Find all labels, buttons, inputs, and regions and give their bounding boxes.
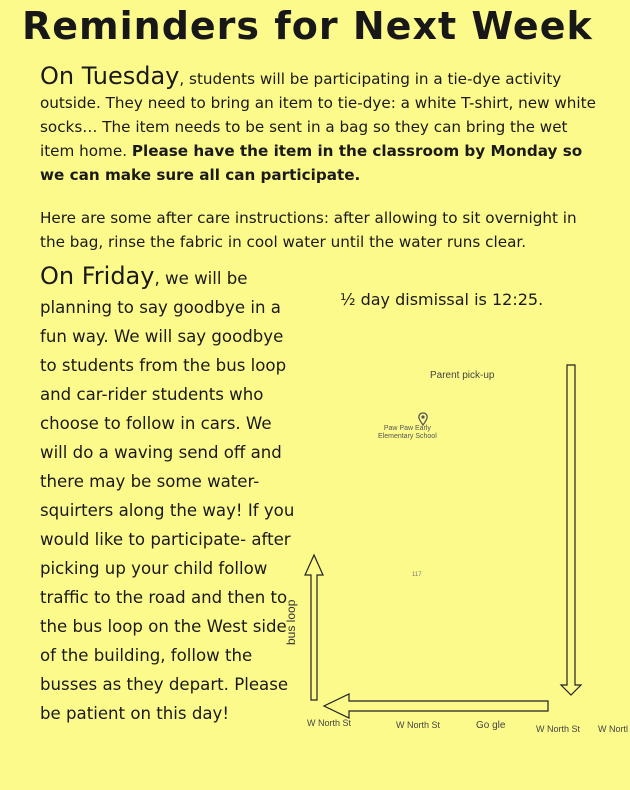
road-label: W Nortl: [598, 724, 628, 734]
tuesday-text: , students will be participating in a tie-dye activity outside. They need to bring an item to tie-dye: a white T-shirt, new white socks… The item needs to be sent in a bag so they can bring the wet item home.: [40, 70, 596, 160]
google-logo: Go gle: [476, 720, 506, 731]
school-name-line2: Elementary School: [378, 433, 437, 440]
friday-text: , we will be planning to say goodbye in a fun way. We will say goodbye to students from the bus loop and car-rider students who choose to follow in cars. We will do a waving send off and there may be some water-squirters along the way! If you would like to participate- after picking up your child follow traffic to the road and then to the bus loop on the West side of the building, follow the busses as they depart. Please be patient on this day!: [40, 269, 295, 723]
tuesday-bold-text: Please have the item in the classroom by Monday so we can make sure all can participate.: [40, 142, 583, 184]
aftercare-paragraph: Here are some after care instructions: after allowing to sit overnight in the bag, rinse the fabric in cool water until the water runs clear.: [40, 209, 577, 251]
page-title: Reminders for Next Week: [22, 4, 593, 48]
tuesday-heading: On Tuesday: [40, 62, 180, 90]
road-label: W North St: [536, 724, 581, 734]
down-arrow-icon: [561, 365, 581, 695]
friday-heading: On Friday: [40, 262, 155, 290]
school-name-line1: Paw Paw Early: [383, 425, 431, 432]
left-arrow-icon: [324, 694, 548, 718]
road-label: W North St: [307, 718, 352, 728]
road-label: W North St: [396, 720, 441, 730]
up-arrow-icon: [305, 555, 323, 700]
bus-loop-label: bus loop: [284, 599, 298, 645]
dismissal-note: ½ day dismissal is 12:25.: [340, 290, 544, 309]
parent-pickup-label: Parent pick-up: [430, 370, 495, 381]
map-dot-label: 117: [412, 572, 422, 578]
